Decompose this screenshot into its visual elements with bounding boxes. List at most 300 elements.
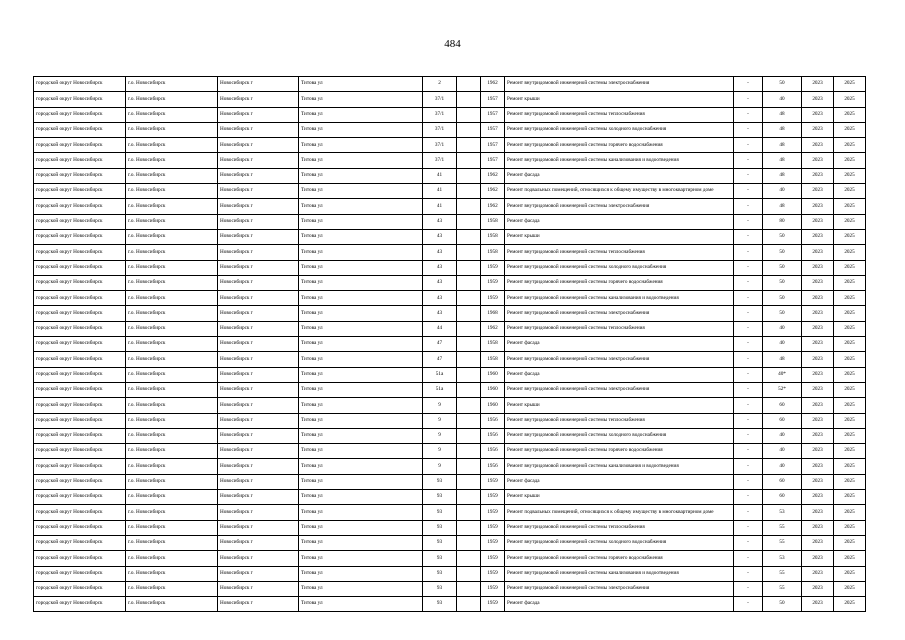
table-row	[34, 413, 866, 428]
table-row	[34, 92, 866, 107]
table-row	[34, 535, 866, 550]
building-cell	[457, 77, 481, 92]
city-cell: Новосибирск г	[218, 229, 299, 244]
city-cell: Новосибирск г	[218, 566, 299, 581]
dash-cell: -	[734, 551, 763, 566]
city-cell: Новосибирск г	[218, 459, 299, 474]
work-type-cell: Ремонт фасада	[505, 214, 734, 229]
building-cell	[457, 138, 481, 153]
work-type-cell: Ремонт внутридомовой инженерной системы холодного водоснабжения	[505, 535, 734, 550]
city-cell: Новосибирск г	[218, 291, 299, 306]
year-cell: 1956	[481, 459, 505, 474]
amount-cell: 55	[763, 581, 802, 596]
start-year-cell: 2023	[802, 520, 834, 535]
dash-cell: -	[734, 428, 763, 443]
year-cell: 1957	[481, 138, 505, 153]
amount-cell: 53	[763, 551, 802, 566]
end-year-cell: 2025	[834, 291, 866, 306]
start-year-cell: 2023	[802, 306, 834, 321]
street-cell: Титова ул	[299, 77, 423, 92]
municipality-cell: городской округ Новосибирск	[34, 168, 126, 183]
street-cell: Титова ул	[299, 138, 423, 153]
start-year-cell: 2023	[802, 122, 834, 137]
city-cell: Новосибирск г	[218, 306, 299, 321]
amount-cell: 48	[763, 122, 802, 137]
amount-cell: 50	[763, 245, 802, 260]
amount-cell: 40	[763, 184, 802, 199]
year-cell: 1956	[481, 428, 505, 443]
municipality-cell: городской округ Новосибирск	[34, 597, 126, 612]
district-cell: г.о. Новосибирск	[126, 168, 218, 183]
end-year-cell: 2025	[834, 245, 866, 260]
house-number-cell: 37/1	[423, 138, 457, 153]
building-cell	[457, 275, 481, 290]
building-cell	[457, 306, 481, 321]
dash-cell: -	[734, 581, 763, 596]
municipality-cell: городской округ Новосибирск	[34, 474, 126, 489]
house-number-cell: 43	[423, 260, 457, 275]
street-cell: Титова ул	[299, 444, 423, 459]
amount-cell: 40	[763, 92, 802, 107]
district-cell: г.о. Новосибирск	[126, 581, 218, 596]
street-cell: Титова ул	[299, 184, 423, 199]
city-cell: Новосибирск г	[218, 122, 299, 137]
dash-cell: -	[734, 229, 763, 244]
house-number-cell: 9	[423, 459, 457, 474]
start-year-cell: 2023	[802, 367, 834, 382]
house-number-cell: 44	[423, 321, 457, 336]
start-year-cell: 2023	[802, 428, 834, 443]
municipality-cell: городской округ Новосибирск	[34, 199, 126, 214]
district-cell: г.о. Новосибирск	[126, 229, 218, 244]
start-year-cell: 2023	[802, 505, 834, 520]
municipality-cell: городской округ Новосибирск	[34, 245, 126, 260]
district-cell: г.о. Новосибирск	[126, 352, 218, 367]
work-type-cell: Ремонт крыши	[505, 398, 734, 413]
building-cell	[457, 382, 481, 397]
street-cell: Титова ул	[299, 398, 423, 413]
work-type-cell: Ремонт фасада	[505, 168, 734, 183]
building-cell	[457, 107, 481, 122]
district-cell: г.о. Новосибирск	[126, 367, 218, 382]
end-year-cell: 2025	[834, 138, 866, 153]
municipality-cell: городской округ Новосибирск	[34, 107, 126, 122]
amount-cell: 50	[763, 306, 802, 321]
house-number-cell: 43	[423, 291, 457, 306]
house-number-cell: 47	[423, 352, 457, 367]
district-cell: г.о. Новосибирск	[126, 474, 218, 489]
city-cell: Новосибирск г	[218, 184, 299, 199]
building-cell	[457, 291, 481, 306]
table-row	[34, 490, 866, 505]
start-year-cell: 2023	[802, 199, 834, 214]
dash-cell: -	[734, 168, 763, 183]
dash-cell: -	[734, 291, 763, 306]
table-row	[34, 597, 866, 612]
street-cell: Титова ул	[299, 260, 423, 275]
amount-cell: 55	[763, 566, 802, 581]
district-cell: г.о. Новосибирск	[126, 92, 218, 107]
end-year-cell: 2025	[834, 382, 866, 397]
start-year-cell: 2023	[802, 551, 834, 566]
street-cell: Титова ул	[299, 337, 423, 352]
year-cell: 1968	[481, 306, 505, 321]
work-type-cell: Ремонт крыши	[505, 229, 734, 244]
table-row	[34, 107, 866, 122]
district-cell: г.о. Новосибирск	[126, 490, 218, 505]
city-cell: Новосибирск г	[218, 92, 299, 107]
end-year-cell: 2025	[834, 184, 866, 199]
city-cell: Новосибирск г	[218, 474, 299, 489]
dash-cell: -	[734, 92, 763, 107]
city-cell: Новосибирск г	[218, 352, 299, 367]
amount-cell: 48	[763, 138, 802, 153]
end-year-cell: 2025	[834, 321, 866, 336]
building-cell	[457, 214, 481, 229]
amount-cell: 60	[763, 490, 802, 505]
end-year-cell: 2025	[834, 337, 866, 352]
district-cell: г.о. Новосибирск	[126, 520, 218, 535]
amount-cell: 48	[763, 352, 802, 367]
start-year-cell: 2023	[802, 92, 834, 107]
table-row	[34, 444, 866, 459]
amount-cell: 50	[763, 229, 802, 244]
table-row	[34, 566, 866, 581]
municipality-cell: городской округ Новосибирск	[34, 352, 126, 367]
amount-cell: 48	[763, 153, 802, 168]
dash-cell: -	[734, 122, 763, 137]
year-cell: 1958	[481, 214, 505, 229]
building-cell	[457, 199, 481, 214]
amount-cell: 50	[763, 275, 802, 290]
building-cell	[457, 459, 481, 474]
municipality-cell: городской округ Новосибирск	[34, 153, 126, 168]
end-year-cell: 2025	[834, 229, 866, 244]
table-row	[34, 581, 866, 596]
building-cell	[457, 321, 481, 336]
municipality-cell: городской округ Новосибирск	[34, 184, 126, 199]
year-cell: 1957	[481, 153, 505, 168]
dash-cell: -	[734, 275, 763, 290]
end-year-cell: 2025	[834, 459, 866, 474]
building-cell	[457, 535, 481, 550]
dash-cell: -	[734, 337, 763, 352]
building-cell	[457, 505, 481, 520]
dash-cell: -	[734, 535, 763, 550]
work-type-cell: Ремонт крыши	[505, 92, 734, 107]
work-type-cell: Ремонт внутридомовой инженерной системы теплоснабжения	[505, 107, 734, 122]
street-cell: Титова ул	[299, 245, 423, 260]
dash-cell: -	[734, 245, 763, 260]
building-cell	[457, 490, 481, 505]
building-cell	[457, 428, 481, 443]
city-cell: Новосибирск г	[218, 520, 299, 535]
house-number-cell: 93	[423, 581, 457, 596]
street-cell: Титова ул	[299, 168, 423, 183]
house-number-cell: 37/1	[423, 92, 457, 107]
end-year-cell: 2025	[834, 474, 866, 489]
district-cell: г.о. Новосибирск	[126, 505, 218, 520]
start-year-cell: 2023	[802, 77, 834, 92]
table-row	[34, 291, 866, 306]
amount-cell: 55	[763, 535, 802, 550]
house-number-cell: 37/1	[423, 107, 457, 122]
building-cell	[457, 367, 481, 382]
house-number-cell: 43	[423, 275, 457, 290]
amount-cell: 50	[763, 597, 802, 612]
year-cell: 1960	[481, 382, 505, 397]
work-type-cell: Ремонт внутридомовой инженерной системы канализования и водоотведения	[505, 153, 734, 168]
table-row	[34, 168, 866, 183]
city-cell: Новосибирск г	[218, 138, 299, 153]
house-number-cell: 93	[423, 505, 457, 520]
building-cell	[457, 352, 481, 367]
end-year-cell: 2025	[834, 428, 866, 443]
table-body	[34, 77, 866, 612]
work-type-cell: Ремонт внутридомовой инженерной системы холодного водоснабжения	[505, 122, 734, 137]
work-type-cell: Ремонт внутридомовой инженерной системы горячего водоснабжения	[505, 138, 734, 153]
street-cell: Титова ул	[299, 122, 423, 137]
district-cell: г.о. Новосибирск	[126, 459, 218, 474]
table-row	[34, 352, 866, 367]
year-cell: 1962	[481, 199, 505, 214]
work-type-cell: Ремонт внутридомовой инженерной системы электроснабжения	[505, 199, 734, 214]
city-cell: Новосибирск г	[218, 214, 299, 229]
work-type-cell: Ремонт внутридомовой инженерной системы электроснабжения	[505, 382, 734, 397]
start-year-cell: 2023	[802, 168, 834, 183]
work-type-cell: Ремонт внутридомовой инженерной системы холодного водоснабжения	[505, 260, 734, 275]
amount-cell: 48	[763, 107, 802, 122]
dash-cell: -	[734, 597, 763, 612]
year-cell: 1959	[481, 275, 505, 290]
table-row	[34, 77, 866, 92]
district-cell: г.о. Новосибирск	[126, 551, 218, 566]
table-row	[34, 275, 866, 290]
work-type-cell: Ремонт фасада	[505, 597, 734, 612]
start-year-cell: 2023	[802, 413, 834, 428]
dash-cell: -	[734, 566, 763, 581]
municipality-cell: городской округ Новосибирск	[34, 291, 126, 306]
end-year-cell: 2025	[834, 566, 866, 581]
municipality-cell: городской округ Новосибирск	[34, 551, 126, 566]
municipality-cell: городской округ Новосибирск	[34, 214, 126, 229]
work-type-cell: Ремонт внутридомовой инженерной системы горячего водоснабжения	[505, 275, 734, 290]
start-year-cell: 2023	[802, 291, 834, 306]
building-cell	[457, 566, 481, 581]
end-year-cell: 2025	[834, 444, 866, 459]
start-year-cell: 2023	[802, 597, 834, 612]
amount-cell: 60	[763, 474, 802, 489]
dash-cell: -	[734, 214, 763, 229]
district-cell: г.о. Новосибирск	[126, 122, 218, 137]
dash-cell: -	[734, 398, 763, 413]
year-cell: 1956	[481, 444, 505, 459]
city-cell: Новосибирск г	[218, 107, 299, 122]
dash-cell: -	[734, 77, 763, 92]
district-cell: г.о. Новосибирск	[126, 597, 218, 612]
district-cell: г.о. Новосибирск	[126, 306, 218, 321]
year-cell: 1960	[481, 398, 505, 413]
year-cell: 1959	[481, 581, 505, 596]
table-row	[34, 382, 866, 397]
street-cell: Титова ул	[299, 551, 423, 566]
city-cell: Новосибирск г	[218, 398, 299, 413]
house-number-cell: 93	[423, 535, 457, 550]
table-row	[34, 337, 866, 352]
municipality-cell: городской округ Новосибирск	[34, 138, 126, 153]
district-cell: г.о. Новосибирск	[126, 413, 218, 428]
municipality-cell: городской округ Новосибирск	[34, 306, 126, 321]
street-cell: Титова ул	[299, 520, 423, 535]
table-row	[34, 551, 866, 566]
district-cell: г.о. Новосибирск	[126, 214, 218, 229]
work-type-cell: Ремонт внутридомовой инженерной системы горячего водоснабжения	[505, 444, 734, 459]
house-number-cell: 93	[423, 490, 457, 505]
year-cell: 1962	[481, 77, 505, 92]
municipality-cell: городской округ Новосибирск	[34, 382, 126, 397]
building-cell	[457, 245, 481, 260]
start-year-cell: 2023	[802, 214, 834, 229]
work-type-cell: Ремонт крыши	[505, 490, 734, 505]
municipality-cell: городской округ Новосибирск	[34, 520, 126, 535]
table-row	[34, 184, 866, 199]
amount-cell: 40	[763, 428, 802, 443]
municipality-cell: городской округ Новосибирск	[34, 92, 126, 107]
amount-cell: 60	[763, 398, 802, 413]
start-year-cell: 2023	[802, 229, 834, 244]
year-cell: 1958	[481, 229, 505, 244]
building-cell	[457, 260, 481, 275]
house-number-cell: 43	[423, 229, 457, 244]
street-cell: Титова ул	[299, 459, 423, 474]
street-cell: Титова ул	[299, 321, 423, 336]
district-cell: г.о. Новосибирск	[126, 428, 218, 443]
dash-cell: -	[734, 107, 763, 122]
dash-cell: -	[734, 153, 763, 168]
municipality-cell: городской округ Новосибирск	[34, 413, 126, 428]
work-type-cell: Ремонт фасада	[505, 337, 734, 352]
start-year-cell: 2023	[802, 260, 834, 275]
start-year-cell: 2023	[802, 566, 834, 581]
municipality-cell: городской округ Новосибирск	[34, 459, 126, 474]
start-year-cell: 2023	[802, 474, 834, 489]
end-year-cell: 2025	[834, 214, 866, 229]
table-row	[34, 122, 866, 137]
building-cell	[457, 597, 481, 612]
city-cell: Новосибирск г	[218, 581, 299, 596]
work-type-cell: Ремонт внутридомовой инженерной системы канализования и водоотведения	[505, 566, 734, 581]
municipality-cell: городской округ Новосибирск	[34, 428, 126, 443]
table-row	[34, 199, 866, 214]
year-cell: 1959	[481, 474, 505, 489]
house-number-cell: 93	[423, 520, 457, 535]
street-cell: Титова ул	[299, 214, 423, 229]
amount-cell: 53	[763, 505, 802, 520]
table-row	[34, 245, 866, 260]
municipality-cell: городской округ Новосибирск	[34, 581, 126, 596]
amount-cell: 40	[763, 321, 802, 336]
district-cell: г.о. Новосибирск	[126, 184, 218, 199]
dash-cell: -	[734, 382, 763, 397]
end-year-cell: 2025	[834, 92, 866, 107]
year-cell: 1959	[481, 520, 505, 535]
year-cell: 1959	[481, 260, 505, 275]
table-row	[34, 229, 866, 244]
start-year-cell: 2023	[802, 245, 834, 260]
work-type-cell: Ремонт внутридомовой инженерной системы горячего водоснабжения	[505, 551, 734, 566]
house-number-cell: 37/1	[423, 122, 457, 137]
year-cell: 1962	[481, 321, 505, 336]
dash-cell: -	[734, 138, 763, 153]
dash-cell: -	[734, 367, 763, 382]
building-cell	[457, 153, 481, 168]
work-type-cell: Ремонт внутридомовой инженерной системы электроснабжения	[505, 77, 734, 92]
year-cell: 1959	[481, 505, 505, 520]
street-cell: Титова ул	[299, 597, 423, 612]
year-cell: 1959	[481, 291, 505, 306]
municipality-cell: городской округ Новосибирск	[34, 229, 126, 244]
amount-cell: 50	[763, 77, 802, 92]
municipality-cell: городской округ Новосибирск	[34, 77, 126, 92]
street-cell: Титова ул	[299, 474, 423, 489]
house-number-cell: 51а	[423, 382, 457, 397]
year-cell: 1957	[481, 107, 505, 122]
street-cell: Титова ул	[299, 275, 423, 290]
building-cell	[457, 444, 481, 459]
start-year-cell: 2023	[802, 153, 834, 168]
amount-cell: 60	[763, 413, 802, 428]
table-row	[34, 520, 866, 535]
page-number: 484	[444, 38, 461, 50]
house-number-cell: 93	[423, 597, 457, 612]
year-cell: 1958	[481, 337, 505, 352]
municipality-cell: городской округ Новосибирск	[34, 490, 126, 505]
street-cell: Титова ул	[299, 107, 423, 122]
district-cell: г.о. Новосибирск	[126, 321, 218, 336]
year-cell: 1959	[481, 566, 505, 581]
street-cell: Титова ул	[299, 428, 423, 443]
city-cell: Новосибирск г	[218, 337, 299, 352]
city-cell: Новосибирск г	[218, 367, 299, 382]
house-number-cell: 43	[423, 214, 457, 229]
table-row	[34, 138, 866, 153]
house-number-cell: 93	[423, 474, 457, 489]
building-cell	[457, 551, 481, 566]
dash-cell: -	[734, 199, 763, 214]
dash-cell: -	[734, 474, 763, 489]
district-cell: г.о. Новосибирск	[126, 444, 218, 459]
city-cell: Новосибирск г	[218, 153, 299, 168]
end-year-cell: 2025	[834, 153, 866, 168]
work-type-cell: Ремонт внутридомовой инженерной системы теплоснабжения	[505, 321, 734, 336]
building-cell	[457, 520, 481, 535]
end-year-cell: 2025	[834, 199, 866, 214]
start-year-cell: 2023	[802, 444, 834, 459]
building-cell	[457, 398, 481, 413]
municipality-cell: городской округ Новосибирск	[34, 505, 126, 520]
municipality-cell: городской округ Новосибирск	[34, 398, 126, 413]
table-row	[34, 306, 866, 321]
work-type-cell: Ремонт внутридомовой инженерной системы электроснабжения	[505, 581, 734, 596]
start-year-cell: 2023	[802, 184, 834, 199]
end-year-cell: 2025	[834, 77, 866, 92]
street-cell: Титова ул	[299, 382, 423, 397]
year-cell: 1958	[481, 352, 505, 367]
work-type-cell: Ремонт подвальных помещений, относящихся к общему имуществу в многоквартирном доме	[505, 505, 734, 520]
amount-cell: 48	[763, 168, 802, 183]
municipality-cell: городской округ Новосибирск	[34, 566, 126, 581]
municipality-cell: городской округ Новосибирск	[34, 367, 126, 382]
